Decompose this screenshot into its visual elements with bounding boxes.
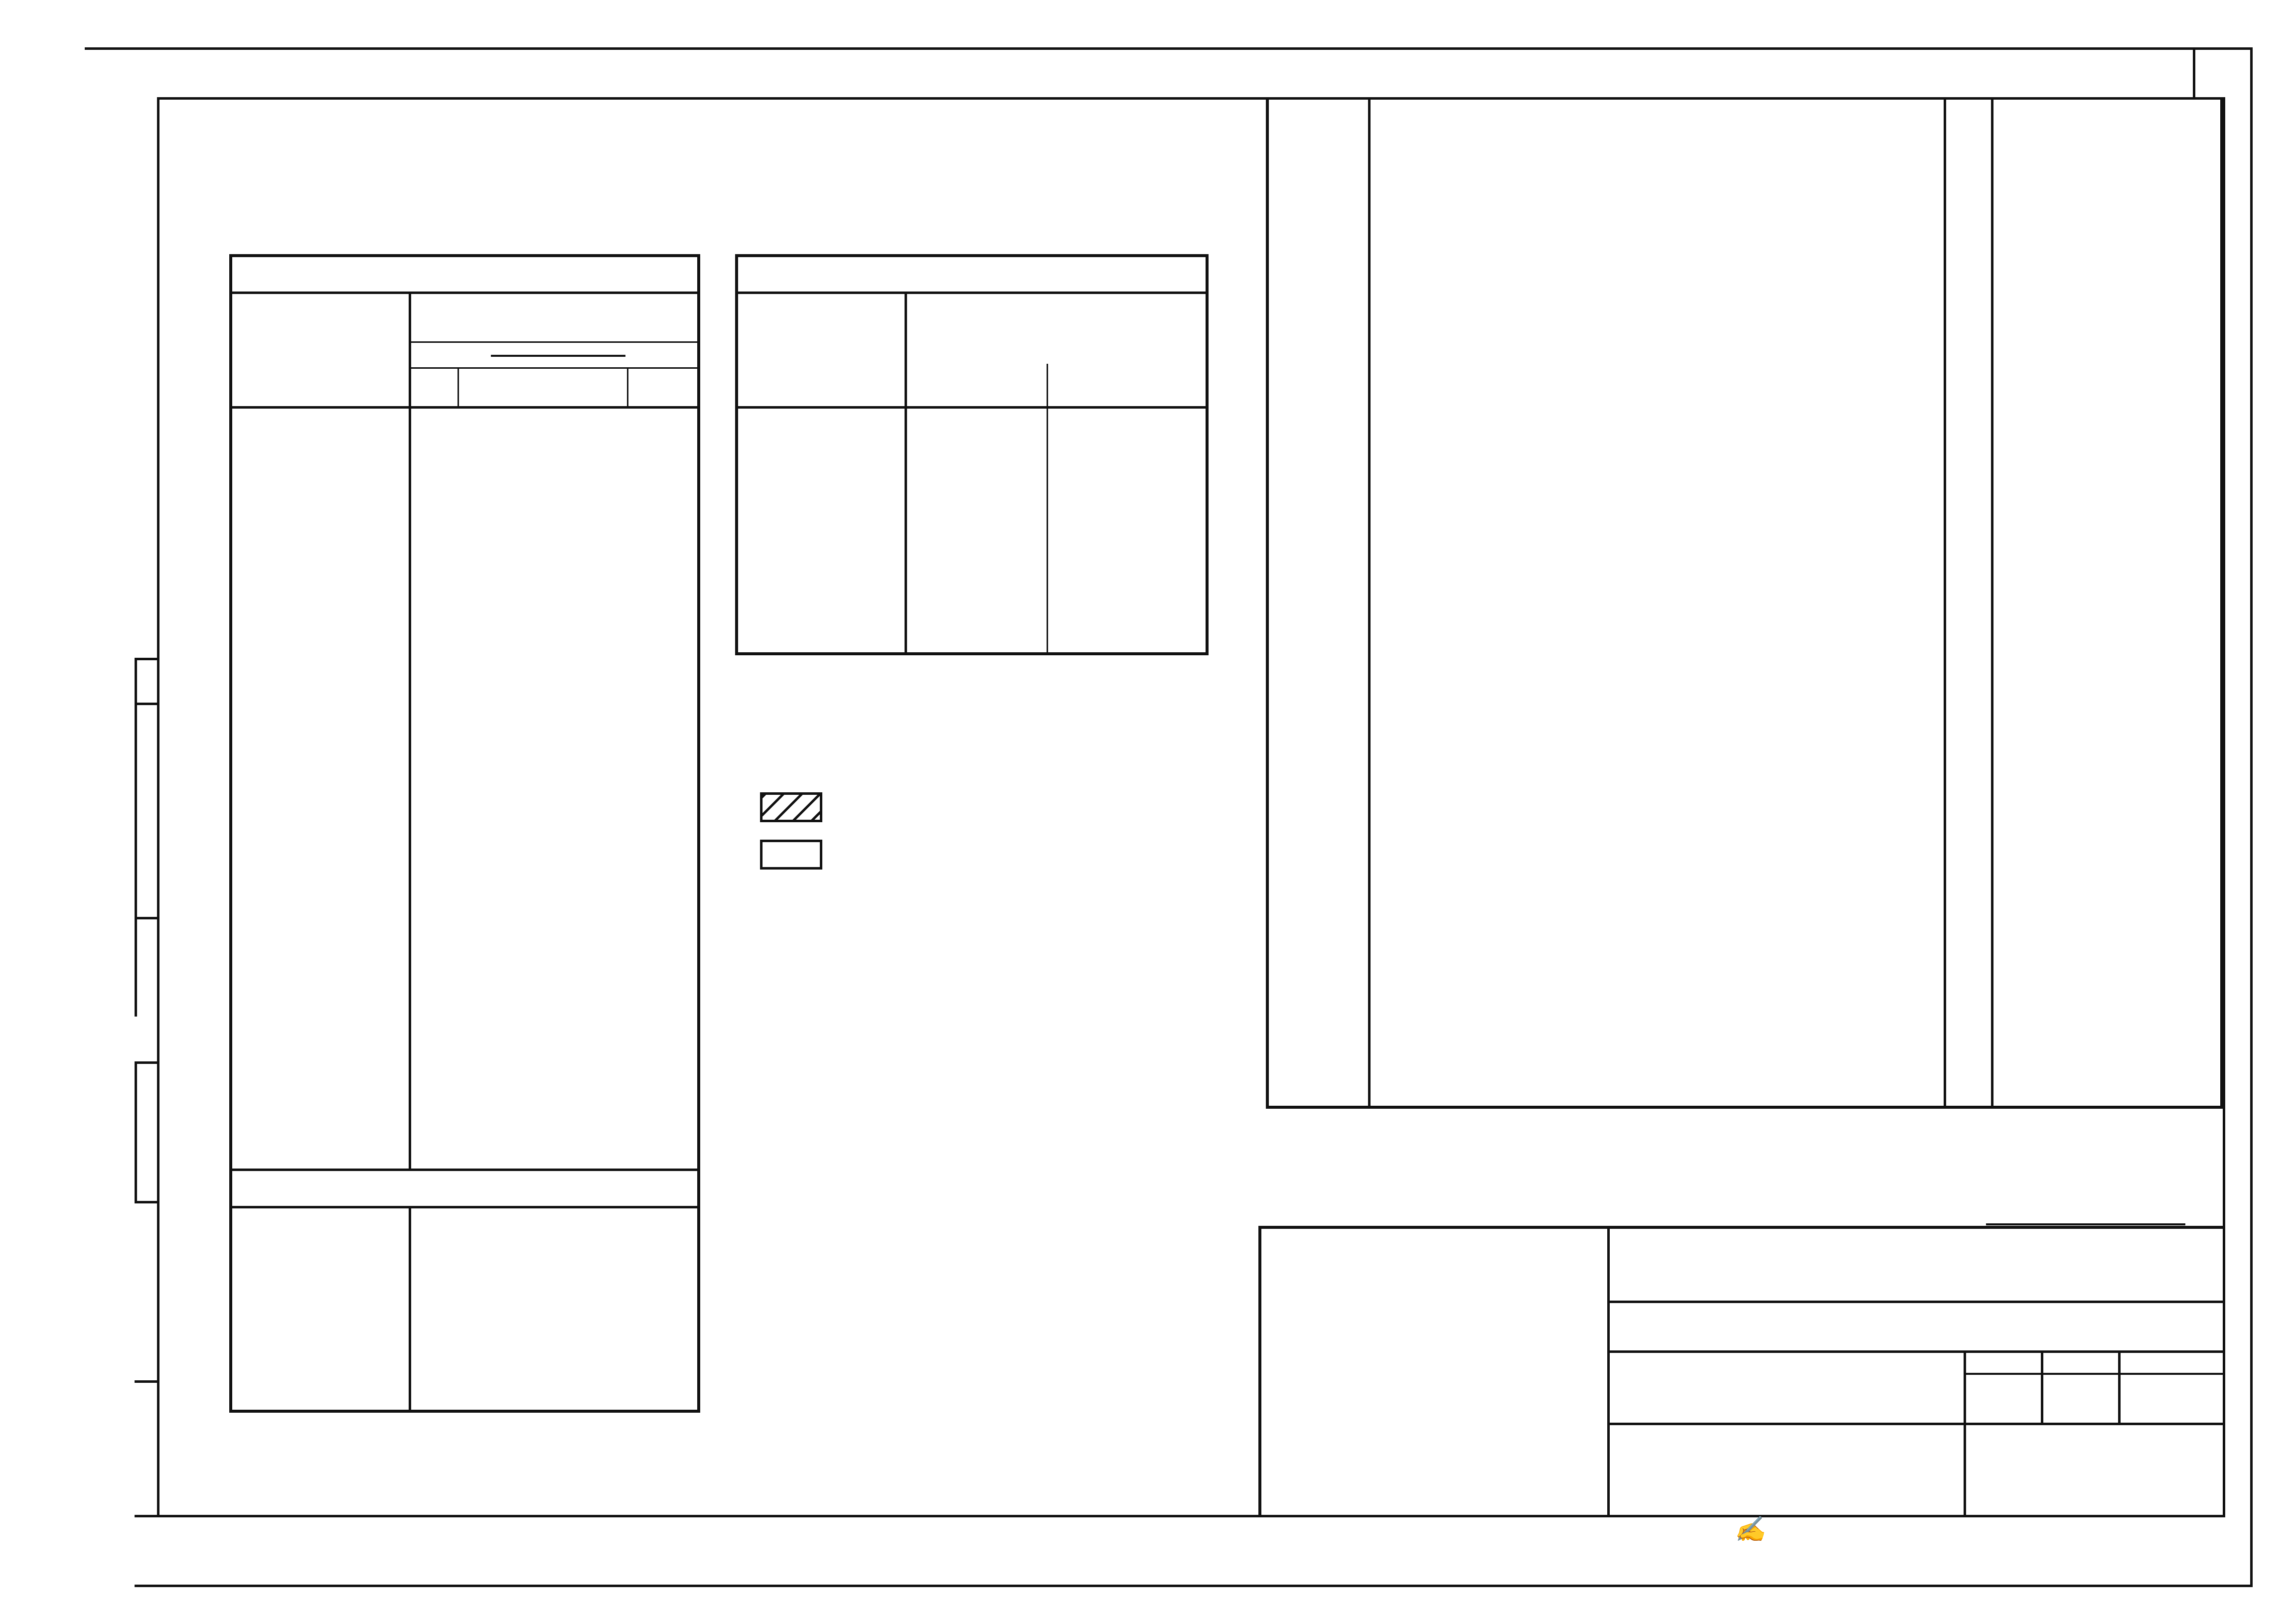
stamp-box (1258, 1226, 2225, 1517)
espa-travel-arrow (491, 355, 625, 357)
margin-mark-v (135, 1061, 137, 1201)
margin-mark (135, 1201, 159, 1203)
margin-mark (135, 1380, 159, 1383)
margin-mark (135, 1061, 159, 1064)
right-outer-border (2250, 47, 2253, 1587)
legend-open-swatch (760, 840, 822, 870)
margin-mark (135, 703, 159, 705)
top-border (85, 47, 2253, 50)
inner-left-border (157, 97, 159, 1517)
spec-table (1266, 97, 2225, 1109)
ev-switch-line (1047, 364, 1048, 655)
legend-closed-swatch (760, 792, 822, 822)
bottom-outer-border (135, 1585, 2253, 1587)
margin-mark-v (135, 658, 137, 1017)
page-number-box (2193, 47, 2250, 97)
margin-mark (135, 658, 159, 660)
margin-mark (135, 917, 159, 919)
copyist-signature: ✍ (1734, 1515, 1766, 1544)
espa-table (229, 254, 700, 1413)
ev-table (735, 254, 1209, 655)
